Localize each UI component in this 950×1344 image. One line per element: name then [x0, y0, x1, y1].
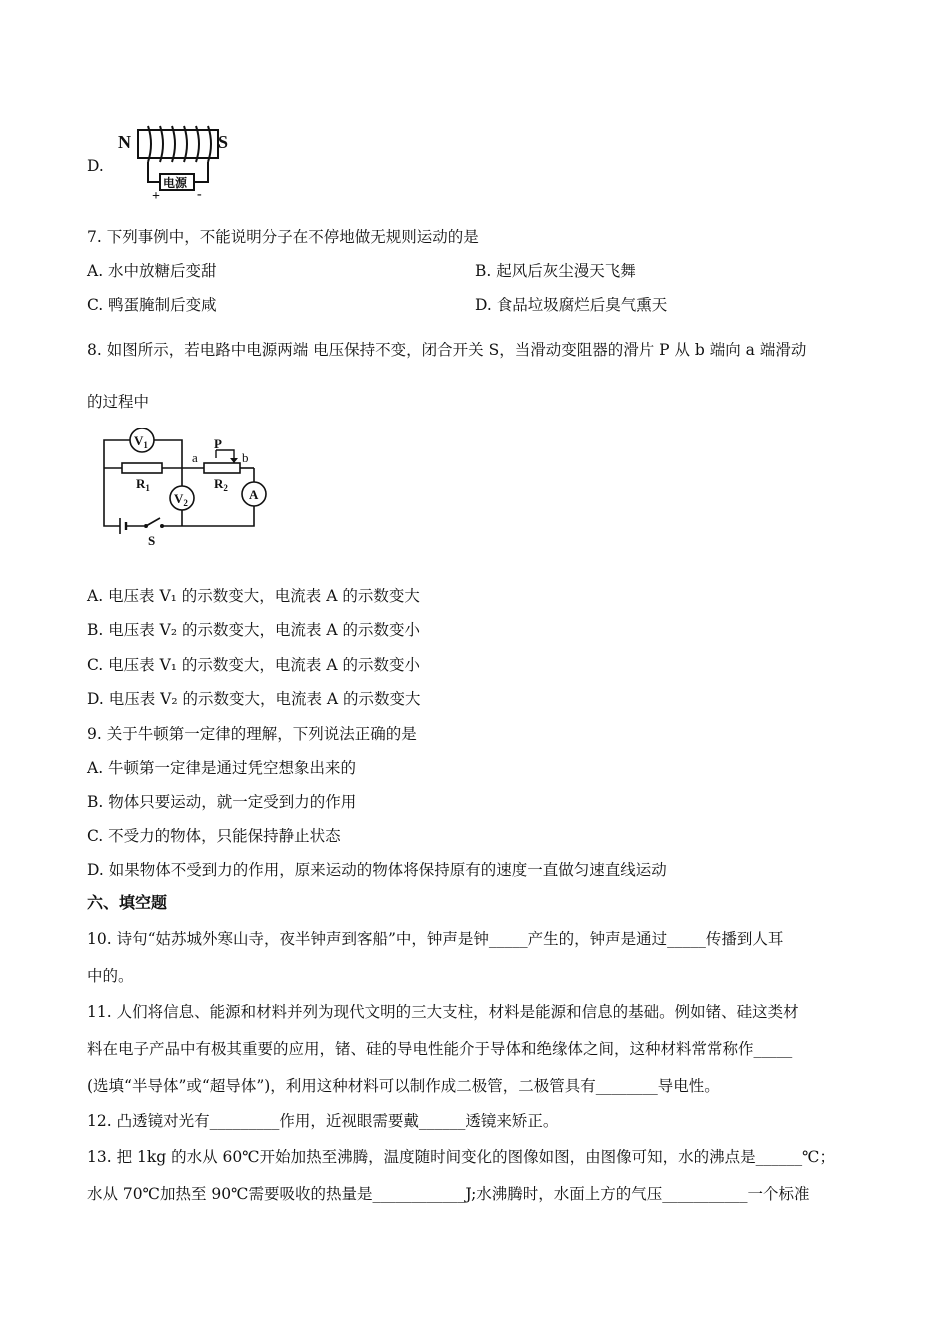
node-b-label: b [242, 450, 249, 465]
node-a-label: a [192, 450, 198, 465]
q7-option-b: B. 起风后灰尘漫天飞舞 [475, 262, 636, 280]
q8-option-b: B. 电压表 V₂ 的示数变大，电流表 A 的示数变小 [87, 621, 421, 639]
q10-line1: 10. 诗句“姑苏城外寒山寺，夜半钟声到客船”中，钟声是钟_____产生的，钟声是通过_____传播到人耳 [87, 930, 784, 948]
q8-circuit-figure [96, 428, 272, 550]
power-source-label: 电源 [163, 176, 188, 190]
q8-stem-line1: 8. 如图所示，若电路中电源两端 电压保持不变，闭合开关 S，当滑动变阻器的滑片 P 从 b 端向 a 端滑动 [87, 341, 807, 359]
r2-label: $R_2$ [214, 476, 228, 493]
q10-line2: 中的。 [87, 967, 134, 985]
q13-line2: 水从 70℃加热至 90℃需要吸收的热量是____________J;水沸腾时，水面上方的气压___________一个标准 [87, 1185, 810, 1203]
q11-line2: 料在电子产品中有极其重要的应用，锗、硅的导电性能介于导体和绝缘体之间，这种材料常常称作_____ [87, 1040, 793, 1058]
v2-meter-label: $V_2$ [174, 491, 188, 508]
r1-label: $R_1$ [136, 476, 150, 493]
q11-line3: (选填“半导体”或“超导体”)，利用这种材料可以制作成二极管，二极管具有________导电性。 [87, 1077, 720, 1095]
q9-option-a: A. 牛顿第一定律是通过凭空想象出来的 [87, 759, 357, 777]
q9-option-b: B. 物体只要运动，就一定受到力的作用 [87, 793, 357, 811]
q6-solenoid-figure [118, 118, 238, 204]
q13-line1: 13. 把 1kg 的水从 60℃开始加热至沸腾，温度随时间变化的图像如图，由图像可知，水的沸点是______℃； [87, 1148, 835, 1166]
minus-label: - [197, 187, 202, 202]
plus-label: + [152, 189, 160, 204]
solenoid-n-label: N [118, 132, 131, 152]
switch-s-label: S [148, 533, 156, 548]
q7-option-d: D. 食品垃圾腐烂后臭气熏天 [475, 296, 668, 314]
q12-line1: 12. 凸透镜对光有_________作用，近视眼需要戴______透镜来矫正。 [87, 1112, 559, 1130]
ammeter-label: A [249, 487, 259, 502]
q6-option-d-label: D. [87, 157, 104, 175]
q7-option-a: A. 水中放糖后变甜 [87, 262, 217, 280]
q7-option-c: C. 鸭蛋腌制后变咸 [87, 296, 217, 314]
q8-option-d: D. 电压表 V₂ 的示数变大，电流表 A 的示数变大 [87, 690, 421, 708]
section-heading-fill-blank: 六、填空题 [87, 893, 168, 912]
q8-stem-line2: 的过程中 [87, 393, 150, 411]
slider-p-label: P [214, 436, 222, 451]
q11-line1: 11. 人们将信息、能源和材料并列为现代文明的三大支柱，材料是能源和信息的基础。例如锗、硅这类材 [87, 1003, 799, 1021]
q8-option-c: C. 电压表 V₁ 的示数变大，电流表 A 的示数变小 [87, 656, 420, 674]
q9-option-c: C. 不受力的物体，只能保持静止状态 [87, 827, 341, 845]
q9-option-d: D. 如果物体不受到力的作用，原来运动的物体将保持原有的速度一直做匀速直线运动 [87, 861, 667, 879]
v1-meter-label: $V_1$ [134, 433, 148, 450]
q9-stem: 9. 关于牛顿第一定律的理解，下列说法正确的是 [87, 725, 417, 743]
q8-option-a: A. 电压表 V₁ 的示数变大，电流表 A 的示数变大 [87, 587, 420, 605]
solenoid-s-label: S [218, 132, 229, 152]
q7-stem: 7. 下列事例中，不能说明分子在不停地做无规则运动的是 [87, 228, 479, 246]
